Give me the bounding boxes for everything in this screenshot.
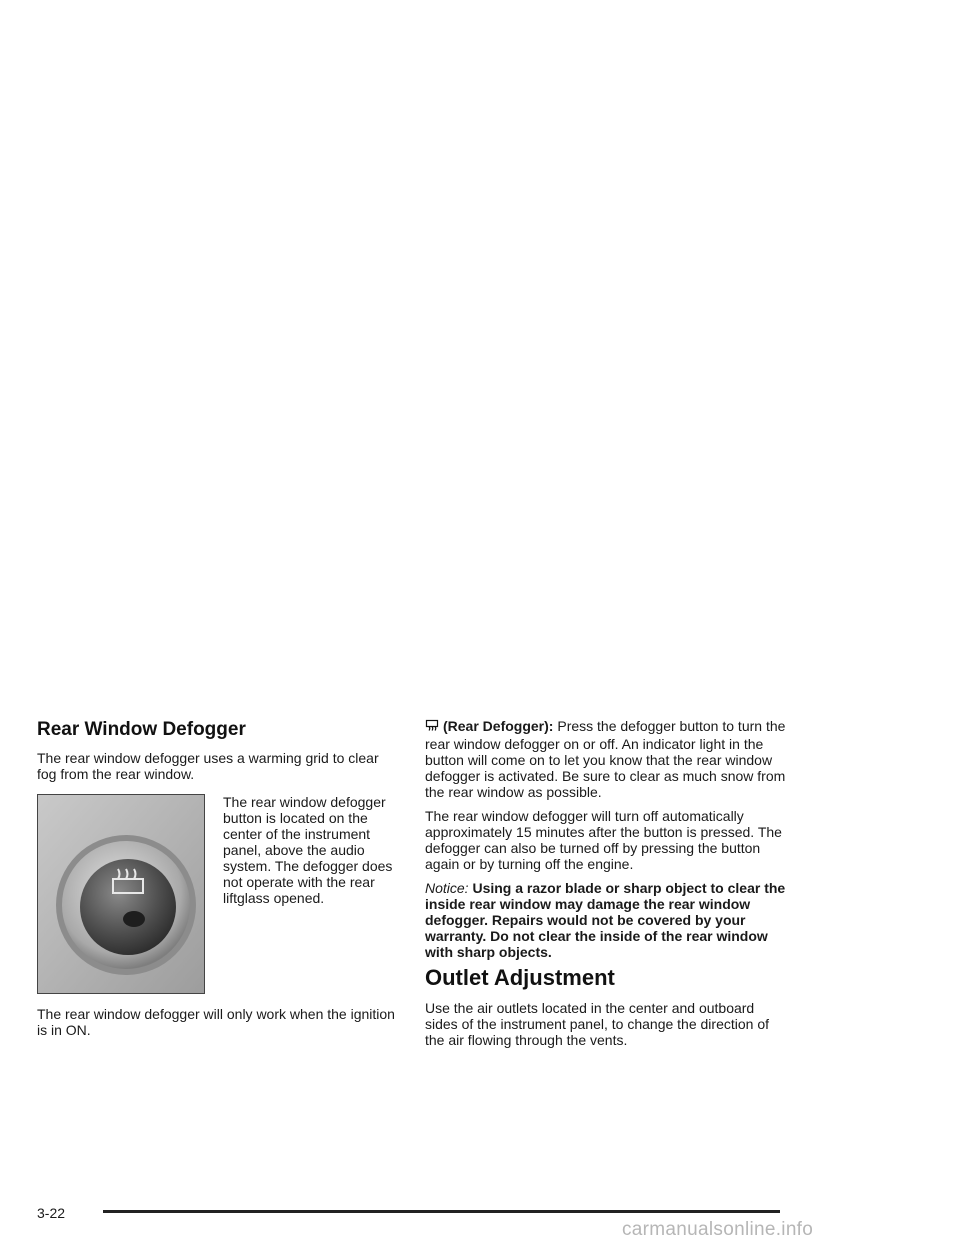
outlet-text: Use the air outlets located in the center and outboard sides of the instrument panel, to change the direction of the air flowing through the vents.: [425, 1000, 769, 1048]
notice-label: Notice:: [425, 880, 469, 896]
watermark: carmanualsonline.info: [622, 1219, 814, 1240]
page-number: 3-22: [37, 1205, 66, 1221]
defogger-lead-paragraph: [425, 718, 790, 800]
rear-defogger-icon: [425, 719, 439, 736]
defogger-button-photo: [37, 794, 205, 994]
left-column: [37, 718, 397, 1038]
footer-rule: [103, 1210, 780, 1213]
defogger-lead-label: (Rear Defogger):: [443, 718, 554, 734]
right-column: [425, 718, 790, 1048]
section-heading-outlet: Outlet Adjustment: [425, 965, 615, 990]
defogger-intro: The rear window defogger uses a warming grid to clear fog from the rear window.: [37, 750, 379, 782]
defogger-auto-off-text: The rear window defogger will turn off automatically approximately 15 minutes after the button is pressed. The defogger can also be turned off by pressing the button again or by turning off the engine.: [425, 808, 782, 872]
defogger-ignition-text: The rear window defogger will only work when the ignition is in ON.: [37, 1006, 395, 1038]
defogger-lead-text: Press the defogger button to turn the rear window defogger on or off. An indicator light in the button will come on to let you know that the rear window defogger is activated. Be sure to clear as much snow from the rear window as possible.: [425, 718, 786, 800]
defogger-figure-row: [37, 794, 397, 1006]
defogger-location-text: The rear window defogger button is located on the center of the instrument panel, above the audio system. The defogger does not operate with the rear liftglass opened.: [223, 794, 393, 906]
notice-paragraph: [425, 880, 790, 960]
notice-text: Using a razor blade or sharp object to clear the inside rear window may damage the rear window defogger. Repairs would not be covered by your warranty. Do not clear the inside of the rear window with sharp objects.: [425, 880, 786, 960]
section-heading-defogger: Rear Window Defogger: [37, 719, 246, 740]
